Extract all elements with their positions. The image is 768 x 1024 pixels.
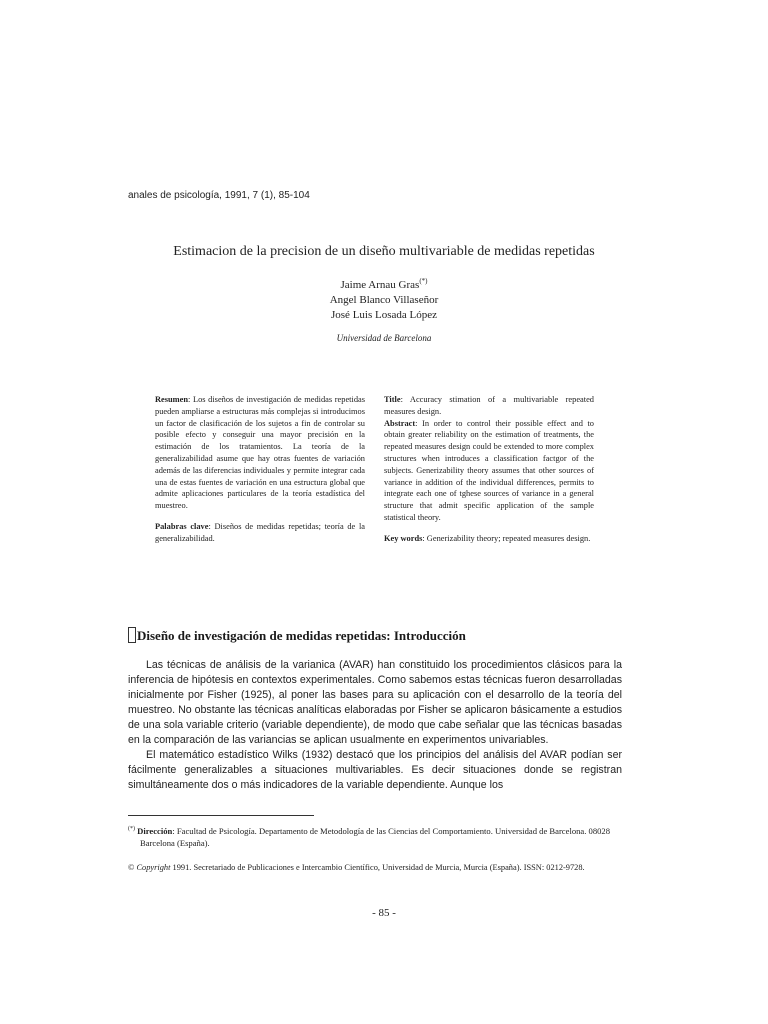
- paragraph-2: El matemático estadístico Wilks (1932) destacó que los principios del análisis del AVAR podían ser fácilmente generalizables a situaciones multivariables. Es decir situaciones donde se registran simultáneamente dos o más indicadores de la variable dependiente. Aunque los: [128, 749, 622, 791]
- author-footnote-mark: (*): [419, 277, 428, 285]
- journal-citation: anales de psicología, 1991, 7 (1), 85-104: [128, 190, 310, 201]
- footnote-mark: (*): [128, 826, 135, 832]
- body-text: [128, 658, 622, 793]
- text-cursor-icon: [128, 627, 136, 643]
- copyright-label: Copyright: [136, 863, 171, 872]
- palabras-clave-label: Palabras clave: [155, 521, 209, 531]
- resumen-label: Resumen: [155, 395, 189, 404]
- author-3: José Luis Losada López: [331, 309, 437, 321]
- palabras-clave-paragraph: Palabras clave: Diseños de medidas repetidas; teoría de la generalizabilidad.: [155, 521, 365, 543]
- affiliation: Universidad de Barcelona: [336, 333, 432, 343]
- abstract-label: Abstract: [384, 418, 416, 428]
- footnote: (*) Dirección: Facultad de Psicología. Departamento de Metodología de las Ciencias del Comportamiento. Universidad de Barcelona. 08028 Barcelona (España).: [128, 826, 611, 848]
- author-list: [0, 274, 768, 323]
- key-words-paragraph: Key words: Generizability theory; repeated measures design.: [384, 533, 591, 543]
- english-abstract-paragraph: Abstract: In order to control their possible effect and to obtain greater reliability on the estimation of treatments, the repeated measures design could be extended to more complex structures when introduces a classification factgor of the subjects. Generizability theory assumes that other sources of variance in addition of the individual differences, permits to integrate each one of tghese sources of variance in a general structure that admit specific application of the sample statistical theory.: [384, 418, 594, 522]
- copyright-symbol-icon: ©: [128, 863, 135, 872]
- copyright-notice: © Copyright 1991. Secretariado de Publicaciones e Intercambio Científico, Universidad de Murcia, Murcia (España). ISSN: 0212-9728.: [128, 863, 585, 872]
- section-heading: Diseño de investigación de medidas repetidas: Introducción: [128, 627, 466, 644]
- abstract-spanish: [155, 394, 365, 554]
- resumen-paragraph: Resumen: Los diseños de investigación de medidas repetidas pueden ampliarse a estructuras más complejas si introducimos un factor de clasificación de los sujetos a fin de controlar su posible efecto y conseguir una mayor precisión en la estimación de los tratamientos. La teoría de la generalizabilidad asume que hay otras fuentes de variación además de las diferencias individuales y permite integrar cada una de estas fuentes de variación en una estructura global que admite aplicaciones particulares de la teoría estadística del muestreo.: [155, 395, 365, 511]
- english-title-paragraph: Title: Accuracy stimation of a multivariable repeated measures design.: [384, 395, 594, 416]
- footnote-label: Dirección: [137, 826, 173, 836]
- abstract-english: [384, 394, 594, 554]
- paper-title: Estimacion de la precision de un diseño multivariable de medidas repetidas: [173, 244, 595, 259]
- author-2: Angel Blanco Villaseñor: [329, 294, 439, 306]
- footnote-divider: [128, 815, 314, 816]
- paragraph-1: Las técnicas de análisis de la varianica (AVAR) han constituido los procedimientos clásicos para la inferencia de hipótesis en contextos experimentales. Como sabemos estas técnicas fueron desarrolladas inicialmente por Fisher (1925), al poner las bases para su aplicación con el desarrollo de la teoría del muestreo. No obstante las técnicas analíticas elaboradas por Fisher se aplicaron básicamente a estudios de una sola variable criterio (variable dependiente), de modo que cabe señalar que las técnicas basadas en la comparación de las variancias se aplican usualmente en experimentos univariables.: [128, 659, 622, 746]
- key-words-label: Key words: [384, 533, 423, 543]
- page-number: - 85 -: [372, 907, 396, 919]
- author-1: Jaime Arnau Gras(*): [340, 277, 428, 291]
- title-label: Title: [384, 395, 401, 404]
